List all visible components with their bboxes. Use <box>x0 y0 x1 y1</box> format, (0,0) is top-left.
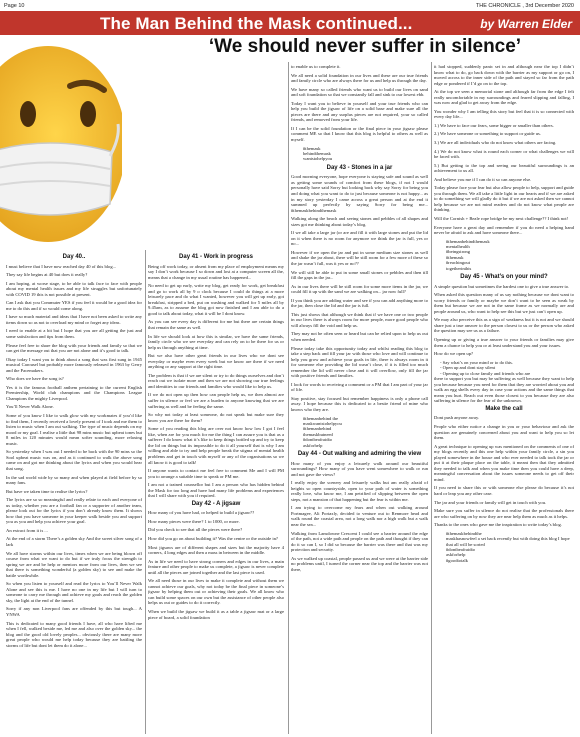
paragraph: Sorry if any non Liverpool fans are offended by this but tough... A YNWA <box>6 606 142 617</box>
list-item: - Say what’s on your mind or to do this. <box>440 359 513 365</box>
hashtag: #themanbehind the <box>303 415 339 421</box>
paragraph: At the top we seen a memorial stone and although far from the edge I felt really uncomfortable in my surroundings and feared slipping and falling, I was now and glad to get away from the edge. <box>434 89 574 106</box>
paragraph: Can I ask that you Commuter YES if you feel it would be a good idea for me to do this and if so would come along. <box>6 300 142 311</box>
paragraph: Good morning everyone, hope everyone is staying safe and sound as well as getting some sounds of comfort from these blogs, if not I would personally have said Sorry but looking back why say Sorry for being you and doing what you want to do to just because someone is not happy... as in my story yesterday I came across a great person and at the end it summed up perfectly by saying Sorry for being me... #themaskbehindthemask <box>291 174 428 213</box>
hashtag-list <box>303 416 428 448</box>
column-divider <box>288 62 289 734</box>
paragraph: I am trying to overcome my fears and when out walking around Portmagee, Ali Portaxly, decided to venture out to Renmore head and walk round the coastal area, not a long walk nor a high walk but a walk near the sea... <box>291 505 428 528</box>
article-headline: ‘We should never suffer in silence’ <box>208 36 522 57</box>
paragraph: As in life we need to have strong corners and edges in our lives, a main feature and other people to make us complete, a jigsaw is never complete until all the pieces are joined together and the last piece is used. <box>148 558 284 575</box>
hashtag-list <box>446 531 574 563</box>
paragraph: to enable us to complete it. <box>291 64 341 69</box>
paragraph: Who does we have the song is? <box>6 376 64 382</box>
paragraph: We all need a solid foundation in our lives and these are our true friends and family circle who are always there for us and help us through the day. <box>291 72 428 84</box>
paragraph: However if we open the jar and put in some medium size stones as well and shake the jar about, there will be still room for a few more of these so the jar wasn’t full, was it yes or no?? <box>291 249 428 266</box>
paragraph: Thanks to the ones who gave me the inspiration to write today’s blog. <box>434 522 562 528</box>
section-title: Day 40.. <box>62 254 86 260</box>
hashtag-list <box>446 239 574 271</box>
hashtag: #themask <box>446 254 464 260</box>
paragraph: Everyone have a great day and remember if you do need a helping hand never be afraid to ask and have someone there... <box>434 224 574 236</box>
paragraph: As you can see every day is different for me but there are certain things that remain the same as well. <box>148 319 284 331</box>
section-title: Day 43 - Stones in a jar <box>326 164 393 171</box>
face-with-mask-emoji-icon <box>0 34 122 249</box>
paragraph: At the end of a storm There’s a golden sky And the sweet silver song of a lark <box>6 536 142 547</box>
paragraph: You’ll Never Walk Alone. <box>6 404 54 410</box>
list-item: - Opening up to close family and friends who are <box>440 370 531 376</box>
paragraph: Today please face your fear but also allow people to help, support and guide you through them. We all take a little light in our hearts and if we are asked to do something we will gladly do it but if we are not asked then we cannot help because we are not mind readers and do not know what people are thinking. <box>434 185 574 213</box>
paragraph: 1.) We have to face our fears, some bigger or smaller than others. <box>434 122 554 128</box>
hashtag: #themanbehind <box>303 426 332 432</box>
section-title: Day 45 - What’s on your mind? <box>460 274 548 281</box>
paragraph: Most jigsaws are of different shapes and sizes but the majority have 4 corners, 4 long edges and then a mass in between in the middle. <box>148 544 284 556</box>
section-title: Make the call <box>485 405 523 412</box>
paragraph: How many of you have had, or helped to build a jigsaw?? <box>148 510 255 516</box>
paragraph: And believe you me if I can do it so can anyone else. <box>434 176 532 182</box>
paragraph: This just shows that although we think that if we have one or two people in our lives there is always room for more people, more good people who will always fill the void and help us. <box>291 311 428 328</box>
hashtag: #themask <box>303 145 321 151</box>
paragraph: I really enjoy the scenery and leisurely walks but am really afraid of heights so open countryside, open to your path of water is something really love, who know me, I am petrified of slipping between the open steps, not a mansion of that happening but the fear is within me. <box>291 480 428 502</box>
hashtag: askforhelp <box>303 442 323 448</box>
paragraph: Today I want you to believe in yourself and your true friends who can help you build the jigsaw of life on a solid base and make sure all the pieces are there and any surplus pieces are not required, your so called friends, and removed from your life. <box>291 100 428 123</box>
paragraph: We will still be able to put in some small stones or pebbles and then till fill the gaps in the jar... <box>291 269 428 281</box>
paragraph: A great technique to opening up was mentioned on the comments of one of my blogs recently and this one help within your family circle, a sin you played somewhere in the house and who ever needed to talk took the jar or put it at their plaque place on the table, it meant then that they admitted they needed to talk and when you make time then you could have a deep, meaningful conversation about the issues someone needs to get off their mind. <box>434 443 574 482</box>
hashtag: #themanbehindthemask <box>446 238 490 244</box>
paragraph: Being off work today, or absent from my place of employment means my say I don’t work because I so down and lost at a computer screen all the, means that a change in my usual routine has happened... <box>148 263 284 280</box>
paragraph: So when you listen to yourself and read the lyrics to You’ll Never Walk Alone and see this is me. I have no one in my life but I will turn to someone to carry me through and achieve my goals and reach the golden sky, the light at the end of the tunnel. <box>6 581 142 603</box>
paragraph: If anyone wants to contact me feel free to comment Me and I will PM you to arrange a suitable time to speak or PM me. <box>148 468 284 479</box>
paragraph: The jar and your friends or family will get in touch with you. <box>434 499 547 505</box>
paragraph: So yesterday when I was out I needed to be back with the 90 mins so the Sool upbeat music was on, and as it continued to walk the above song came on and got me thinking about the lyrics and when you would hear that song. <box>6 449 142 471</box>
column-4 <box>434 64 574 734</box>
paragraph: They may not be often seen or heard but can be relied upon to help us out when needed. <box>291 331 428 342</box>
byline: by Warren Elder <box>480 17 572 31</box>
paragraph: No need to get up early, write my blog, get ready for work, get breakfast and go to work all by 9 o clock because I could do things at a more leisurely pace and do what I wanted, however you will get up early, got breakfast, stripped a bed, put on washing and walked for 5 miles all by 9.45am, as to assume the blog got now finished and I am able to do a good to talk about today, what it will be I dont know. <box>148 283 284 316</box>
paragraph: 3.) We are all individuals who do not know what others are facing. <box>434 140 557 146</box>
page-number: Page 10 <box>4 3 25 9</box>
paragraph: I am not a trained counsellor but I am a person who has hidden behind the Mask for too long and have had many life problems and experiences that I will share with you if required. <box>148 482 284 499</box>
paragraph: If we do not open up then how can people help us, we then almost are suffer in silence or feel we are a burden to anyone knowing that we are suffering as well and be feeling the same. <box>148 392 284 409</box>
paragraph: Please today take this opportunity today and whilst reading this blog to take a step back and fill your jar with those who love and will continue to help you grow and achieve your goals in life, there is always room in it for someone else providing the lid wasn’t close, if it is filled too much remember the lid will never close and it will overflow, only fill the jar with positive friends and families. <box>291 345 428 379</box>
paragraph: Will the Cornish + Beale rope bridge be my next challenge?? I think not! <box>434 216 569 222</box>
paragraph: I must believe that I have now reached day 40 of this blog... <box>6 263 117 269</box>
paragraph: Okay today I want you to think about a song that was first sung in 1945 musical Carousel but probably more famously released in 1963 by Gerry and the Pacemakers. <box>6 356 142 373</box>
column-divider <box>145 250 146 734</box>
column-3 <box>291 64 428 734</box>
paragraph: Please feel free to share the blog with your friends and family so that we can get the message out that you are not alone and it’s good to talk. <box>6 342 142 354</box>
hashtag: askforhelp <box>446 552 466 558</box>
paragraph: I look for words to receiving a comment or a PM that I am part of your jar of life. <box>291 381 428 393</box>
paragraph: How did you go on about building it? Was the centre or the outside in? <box>148 535 278 541</box>
hashtag-list <box>303 146 428 162</box>
paragraph: We may also perceive this as a sign of weakness but it is not and we should share just a true answer to the person closest to us or the person who asked the question may see us as a failure. <box>434 317 574 334</box>
section-title: Day 41 - Work in progress <box>179 254 253 260</box>
paragraph: We have many so called friends who want us to build our lives on sand and soft foundation so that we constantly fall and sink to our lowest ebb. <box>291 86 428 98</box>
paragraph: there to support you but may be suffering as well because they want to help you because because you need for them that they are worried about you and walk an egg shells every day in case your actions and the same things that mean you hurt. Reach out even those closest to you because they are also suffering in silence for the fear of the unknown. <box>434 376 574 404</box>
hashtag: #dontbeafraidto <box>303 437 333 443</box>
paragraph: But we also have other great friends in our lives who we dont see everyday or maybe even every week but we know are there if we need anything or any support at the right time. <box>148 353 284 370</box>
hashtag: maskhasnowfeel a set back recently but with doing this blog I hope that all will be sorted <box>446 536 570 547</box>
paragraph: I have so much material and ideas that I have not been asked to write any items down so as not to overload my mind or forget any ideas. <box>6 314 142 325</box>
hashtag: #goodtotalk <box>446 557 468 563</box>
paragraph: When we build the jigsaw we build it as a table a jigsaw mat or a large piece of board, a solid foundation <box>148 608 284 620</box>
paragraph: Make sure you suffer in silence do not realise that the professionals there are who suffering on by now they are near help them as much as it helps. <box>434 508 574 519</box>
paragraph: An extract from it is ... <box>6 527 48 533</box>
column-2 <box>148 252 284 734</box>
hashtag: togetherinthis <box>446 265 472 271</box>
paragraph: You wonder why I am telling this story but feel that it is so connected with every day life... <box>434 108 574 120</box>
paragraph: In the sad world wide by so many and when played at field before by so many fans. <box>6 474 142 486</box>
paragraph: As we walked up coastal, people passed us and we were at the barrier side no problems until, I turned the corner near the top and the barrier was not there, <box>291 555 428 572</box>
hashtag: themaskbutneed <box>303 431 333 437</box>
list-item: - Open up and dont stay silent <box>440 365 496 371</box>
paragraph: In life we should look at how this is similar, we have the same friends, family circle who we see everyday and can rely on to be there for us or help us through anything at time. <box>148 333 284 350</box>
paragraph: 2.) We have someone or something to support or guide us. <box>434 131 541 137</box>
newspaper-edition: THE CHRONICLE , 3rd December 2020 <box>475 3 574 9</box>
hashtag: #beingstrong <box>446 249 470 255</box>
paragraph: So why not today at least someone, do not speak but make sure they know you are there for them? <box>148 412 284 423</box>
paragraph: Yes it is the famous football anthem pertaining to the current English Premiership, World club champions and the Champions League Champions the mighty Liverpool. <box>6 384 142 401</box>
column-1 <box>6 252 142 734</box>
hashtag: mentalhealth <box>446 244 470 250</box>
paragraph: How many pieces were there? 1 to 1000, or more. <box>148 518 240 524</box>
paragraph: The lyrics are so so meaningful and really relate to each and everyone of us today, whether you are a football fan or a supporter of another team, please look out for the lyrics if you don’t already know them. It shows how that you have someone in your keeper walk beside you and support you as you and help you achieve your goal. <box>6 497 142 525</box>
hashtag: wantstohelpyou <box>303 156 333 162</box>
paragraph: Did you check to see that all the pieces were there? <box>148 527 243 533</box>
paragraph: If we all take a large jar (or are and fill it with large stones and put the lid on it when there is no room for anymore we think the jar is full, yes or no... <box>291 230 428 247</box>
paragraph: A simple question but sometimes the hardest one to give a true answer to. <box>434 283 570 289</box>
hashtag: #reachingout <box>446 260 470 266</box>
hashtag: #dontbeafraidto <box>446 546 476 552</box>
paragraph: The problem is that if we are silent or try to do things ourselves and don’t reach out we isolate more and then we are not showing our true feelings and identities to our friends and families who would like to help us. <box>148 372 284 389</box>
paragraph: If you think you are adding water and see if you can add anything more to the jar, then close the lid and the jar is full. <box>291 297 428 309</box>
article-banner <box>0 11 580 35</box>
hashtag: maskwantstohelpyou <box>303 420 342 426</box>
paragraph: Dont push anyone away. <box>434 415 480 421</box>
section-title: Day 44 - Out walking and admiring the view <box>297 451 422 457</box>
paragraph: How do we open up? <box>434 351 474 357</box>
paragraph: Stay positive, stay focused but remember happiness is only a phone call away. I hope because this is dedicated to a bestie friend of mine who knows who they are. <box>291 395 428 413</box>
paragraph: How many of you enjoy a leisurely walk around our beautiful surroundings? How many of you have went somewhere to walk or run and not gave the views? <box>291 460 428 477</box>
paragraph: Some of you reading this blog are over not know how low I got I feel like, when are for you much for me the thing I can assure you is that as a sufferer I do know what it’s like to keep things bottled up and try to keep the lid on things but its impossible to do it all yourself that is why I am willing and able to try and help people break the stigma of mental health problems and get in touch with myself or any of the organisations so we all know it is good to talk! <box>148 426 284 465</box>
paragraph: We all have storms within our lives, times when we are being blown off course from what we want to do but if we truly focus the strength to spring we are and be help or mentors more from our lives, then we see that there is something wonderful (a golden sky) to see and make the battle worthwhile. <box>6 550 142 578</box>
paragraph: it had stopped, suddenly panic set in and although near the top I didn’t know what to do, go back down with the barrier as my support or go on, I moved across to the inner side of the path and stayed so far from the path edge or pondered if I’d go on to the top. <box>434 64 574 86</box>
paragraph: Walking from Lansdowne Crescent I could see a barrier around the edge of the path, not a wide path and people on the path and thought if they can do it so can I, so I did so because the barrier was there and that was my protection and security. <box>291 530 428 553</box>
paragraph: If I can be the solid foundation or the final piece in your jigsaw please comment ME so that I know that this blog is helpful to others as well as myself. <box>291 125 428 143</box>
paragraph: We all need those in our lives to make it complete and without them we cannot achieve our goals, why not today be the final piece in someone’s jigsaw by helping them out or achieving their goals. We all know who can build some spaces on our own but the assistance of other people also helps us out or guides to do it correctly. <box>148 578 284 606</box>
paragraph: Some of you know I like to walk glow with my workmates if you’d like to find them, I recently received a lovely present of I took and me them to listen to music when I am out walking. The type of music depends on my mood or my goal. I realise a little that 98 mins music but upbeat tones but 8 miles in 120 minutes would mean softer sounding, more relaxing music. <box>6 413 142 446</box>
paragraph: They say life begins at 40 but does it really? <box>6 272 88 278</box>
column-divider <box>431 62 432 734</box>
section-title: Day 42 - A jigsaw <box>191 500 241 507</box>
paragraph: This is dedicated to many good friends I have, all who have lifted me when I fell, walked beside me, led me and also over the golden sky... the blog and the good old lovely peoples... obviously there are many more great people who would me help today because they are battling the storms of life but dont let them do it alone... <box>6 620 142 648</box>
paragraph: I am hoping, at worse stage, to be able to talk face to face with people about my mental health issues and my life struggles but unfortunately with COVID 19 this is not possible at present. <box>6 280 142 297</box>
tips-list <box>434 360 574 377</box>
paragraph: As in our lives there will be still room for some more items in the jar, we could fill it up with the sand we are walking on... jar now full? <box>291 283 428 295</box>
hashtag: #themaskbehindthe <box>446 530 482 536</box>
paragraph: I need to enable at a bit but I hope that you are all getting the just and some satisfaction and tips from them. <box>6 328 142 340</box>
hashtag: behindthemask <box>303 150 331 156</box>
paragraph: But have we taken time to realise the lyrics? <box>6 488 88 494</box>
paragraph: Opening up or giving a true answer to your friends or families may give them a chance to help you or at least understand you and your issues. <box>434 337 574 348</box>
paragraph: 5.) But getting to the top and seeing our beautiful surroundings is an achievement to us all. <box>434 162 574 174</box>
banner-title: The Man Behind the Mask continued... <box>100 14 413 33</box>
paragraph: People who either notice a change in you or your behaviour and ask the question are genuinely concerned about you and want to help you so let them. <box>434 424 574 441</box>
paragraph: If you need to share this or with someone else please do because it’s not hard or leap you any other case. <box>434 485 574 497</box>
paragraph: Walking along the beach and seeing stones and pebbles of all shapes and sizes got me thinking about today’s blog. <box>291 216 428 227</box>
paragraph: 4.) We do not know what is round each corner or what challenges we will be faced with. <box>434 148 574 160</box>
paragraph: When asked this question many of us say nothing because we dont want to worry friends or family or maybe we don’t want to be seen as weak by them but because we are not in the same frame as we normally are and people around us, who want to help see this but we just can’t open up. <box>434 292 574 314</box>
